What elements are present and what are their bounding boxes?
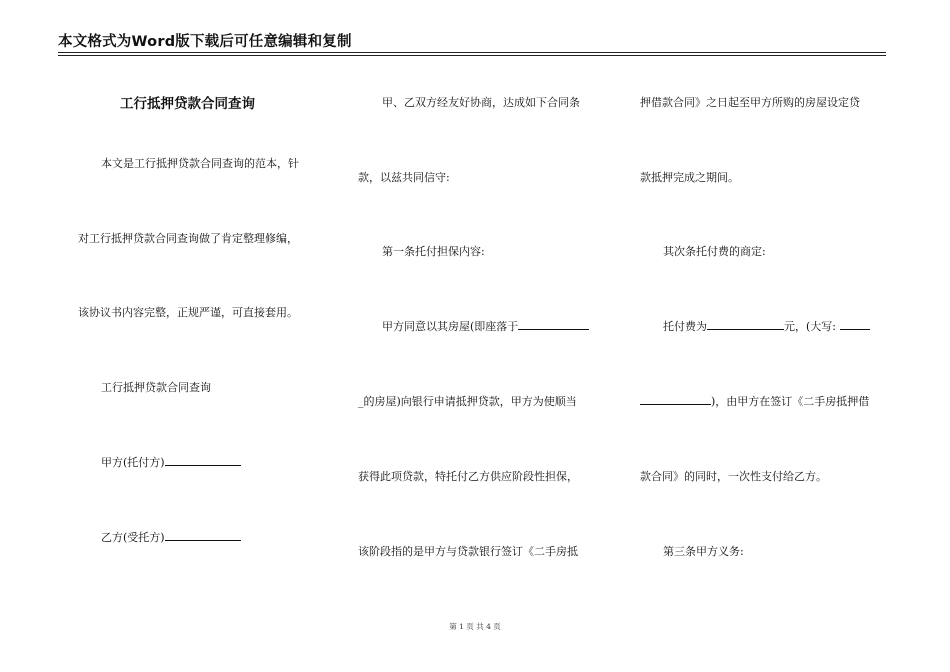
col3-line-5 — [640, 393, 869, 409]
intro-line-1: 本文是工行抵押贷款合同查询的范本，针 — [101, 157, 299, 170]
fee-capital-blank — [840, 319, 870, 330]
col2-line-5: _的房屋)向银行申请抵押贷款，甲方为使顺当 — [358, 395, 577, 408]
article-1-heading: 第一条托付担保内容: — [382, 245, 485, 258]
party-b-blank — [165, 530, 241, 541]
document-title: 工行抵押贷款合同查询 — [120, 96, 255, 112]
fee-capital-blank-cont — [640, 394, 711, 405]
article-3-heading: 第三条甲方义务: — [663, 545, 744, 558]
header-rule-top — [58, 52, 886, 53]
col3-line-6: 款合同》的同时，一次性支付给乙方。 — [640, 470, 827, 483]
article-2-heading: 其次条托付费的商定: — [663, 245, 766, 258]
col2-line-6: 获得此项贷款，特托付乙方供应阶段性担保， — [358, 470, 578, 483]
property-location-blank — [518, 319, 589, 330]
party-a-blank — [165, 455, 241, 466]
party-b-label: 乙方(受托方) — [101, 531, 165, 544]
col3-line-1: 押借款合同》之日起至甲方所购的房屋设定贷 — [640, 96, 860, 109]
col2-line-4-text: 甲方同意以其房屋(即座落于 — [382, 320, 519, 333]
intro-line-2: 对工行抵押贷款合同查询做了肯定整理修编， — [78, 232, 298, 245]
col2-line-1: 甲、乙双方经友好协商，达成如下合同条 — [382, 96, 580, 109]
fee-capital-label: 元，(大写: — [784, 320, 836, 333]
col2-line-2: 款，以兹共同信守: — [358, 171, 450, 184]
page-number: 第 1 页 共 4 页 — [449, 622, 501, 631]
header-rule-bottom — [58, 55, 886, 56]
col3-line-4 — [663, 318, 870, 334]
col3-line-5-text: )，由甲方在签订《二手房抵押借 — [711, 395, 870, 408]
party-b-line — [101, 529, 241, 545]
party-a-line — [101, 454, 241, 470]
fee-label: 托付费为 — [663, 320, 707, 333]
intro-line-3: 该协议书内容完整，正规严谨，可直接套用。 — [78, 306, 298, 319]
fee-amount-blank — [707, 319, 784, 330]
col3-line-2: 款抵押完成之期间。 — [640, 171, 739, 184]
download-banner: 本文格式为Word版下载后可任意编辑和复制 — [58, 34, 352, 50]
contract-subtitle: 工行抵押贷款合同查询 — [101, 381, 211, 394]
col2-line-7: 该阶段指的是甲方与贷款银行签订《二手房抵 — [358, 545, 578, 558]
party-a-label: 甲方(托付方) — [101, 456, 165, 469]
col2-line-4 — [382, 318, 589, 334]
